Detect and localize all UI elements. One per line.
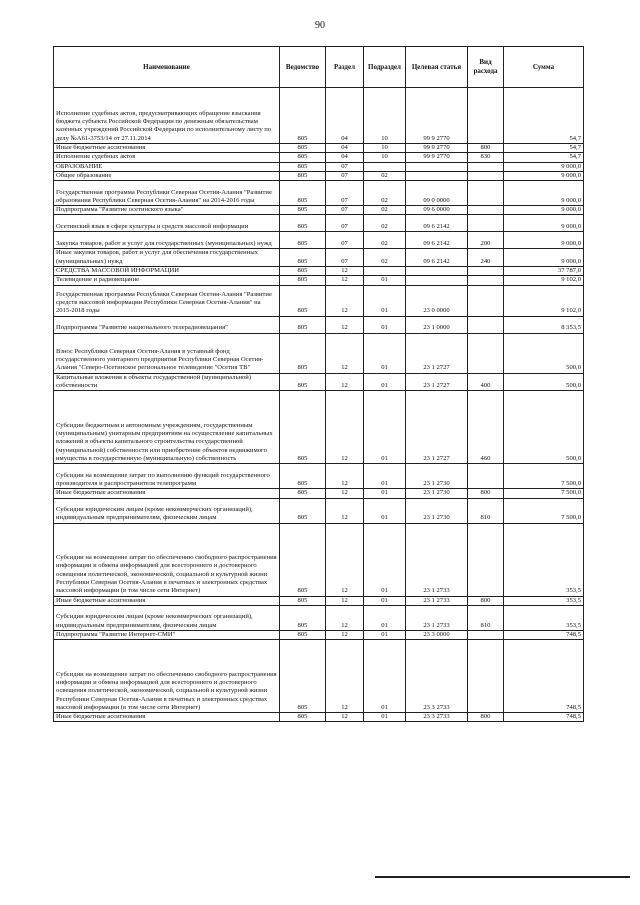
row-summa: 8 353,5 [504, 316, 584, 333]
table-row [54, 267, 584, 276]
row-ved: 805 [280, 285, 326, 316]
row-podrazdel: 01 [364, 596, 406, 605]
row-vid: 200 [468, 232, 504, 249]
row-name: Телевидение и радиовещание [54, 276, 280, 285]
row-podrazdel: 01 [364, 276, 406, 285]
row-razdel: 12 [326, 373, 364, 391]
row-podrazdel: 10 [364, 88, 406, 144]
row-podrazdel: 01 [364, 630, 406, 639]
row-name: Субсидии на возмещение затрат по выполнению функций государственного производителя и распространителя телепрограмм [54, 464, 280, 489]
row-summa: 500,0 [504, 333, 584, 373]
row-summa: 500,0 [504, 373, 584, 391]
row-celevaya: 09 0 0000 [406, 181, 468, 206]
row-podrazdel: 10 [364, 144, 406, 153]
row-celevaya: 23 3 2733 [406, 713, 468, 722]
row-vid [468, 181, 504, 206]
row-celevaya: 23 0 0000 [406, 285, 468, 316]
table-row [54, 88, 584, 144]
row-summa: 9 000,0 [504, 249, 584, 267]
row-razdel: 07 [326, 206, 364, 215]
row-summa: 9 000,0 [504, 232, 584, 249]
row-ved: 805 [280, 88, 326, 144]
row-celevaya [406, 276, 468, 285]
table-row [54, 249, 584, 267]
table-row [54, 630, 584, 639]
table-row [54, 181, 584, 206]
row-celevaya [406, 171, 468, 180]
row-ved: 805 [280, 276, 326, 285]
row-vid [468, 215, 504, 232]
row-celevaya: 23 1 2727 [406, 373, 468, 391]
row-name: Субсидии юридическим лицам (кроме некоммерческих организаций), индивидуальным предпринимателям, физическим лицам [54, 605, 280, 630]
row-name: Иные закупки товаров, работ и услуг для обеспечения государственных (муниципальных) нужд [54, 249, 280, 267]
row-razdel: 12 [326, 630, 364, 639]
row-name: Подпрограмма "Развитие национального телерадиовещания" [54, 316, 280, 333]
row-vid: 810 [468, 605, 504, 630]
table-row [54, 498, 584, 523]
row-ved: 805 [280, 596, 326, 605]
row-razdel: 12 [326, 464, 364, 489]
row-celevaya: 23 1 2730 [406, 464, 468, 489]
row-razdel: 07 [326, 162, 364, 171]
row-celevaya: 09 6 2142 [406, 215, 468, 232]
row-name: СРЕДСТВА МАССОВОЙ ИНФОРМАЦИИ [54, 267, 280, 276]
header-podrazdel: Подраздел [364, 47, 406, 88]
row-celevaya: 23 1 2733 [406, 605, 468, 630]
row-podrazdel: 01 [364, 316, 406, 333]
row-ved: 805 [280, 162, 326, 171]
row-podrazdel [364, 162, 406, 171]
budget-table [53, 46, 584, 722]
row-summa: 9 000,0 [504, 162, 584, 171]
row-name: Подпрограмма "Развитие осетинского языка" [54, 206, 280, 215]
table-row [54, 464, 584, 489]
row-name: Субсидии на возмещение затрат по обеспечению свободного распространения информации и обмена информацией для всестороннего и достоверного освещения политической, экономической, социальной и культурной жизни Республики Северная Осетия-Алания в печатных и электронных средствах массовой информации (в том числе сети Интернет) [54, 640, 280, 713]
row-ved: 805 [280, 605, 326, 630]
row-vid [468, 640, 504, 713]
row-name: Государственная программа Республики Северная Осетия-Алания "Развитие средств массовой информации Республики Северная Осетия-Алания" на 2015-2018 годы [54, 285, 280, 316]
page-number: 90 [315, 20, 325, 31]
row-name: Капитальные вложения в объекты государственной (муниципальной) собственности [54, 373, 280, 391]
row-ved: 805 [280, 391, 326, 464]
row-ved: 805 [280, 498, 326, 523]
table-row [54, 171, 584, 180]
row-summa: 7 500,0 [504, 489, 584, 498]
row-podrazdel: 01 [364, 640, 406, 713]
row-podrazdel: 01 [364, 333, 406, 373]
row-celevaya: 09 6 2142 [406, 232, 468, 249]
row-celevaya [406, 267, 468, 276]
header-name: Наименование [54, 47, 280, 88]
row-razdel: 12 [326, 498, 364, 523]
table-row [54, 144, 584, 153]
row-podrazdel: 02 [364, 232, 406, 249]
table-row [54, 285, 584, 316]
row-celevaya: 23 1 2730 [406, 489, 468, 498]
bottom-rule [375, 876, 630, 878]
row-name: Субсидии юридическим лицам (кроме некоммерческих организаций), индивидуальным предпринимателям, физическим лицам [54, 498, 280, 523]
row-razdel: 12 [326, 276, 364, 285]
table-row [54, 605, 584, 630]
row-vid [468, 523, 504, 596]
table-row [54, 373, 584, 391]
row-name: ОБРАЗОВАНИЕ [54, 162, 280, 171]
row-vid [468, 88, 504, 144]
row-celevaya: 23 1 2733 [406, 596, 468, 605]
row-podrazdel: 01 [364, 489, 406, 498]
row-summa: 7 500,0 [504, 464, 584, 489]
row-celevaya: 09 6 2142 [406, 249, 468, 267]
row-summa: 748,5 [504, 713, 584, 722]
row-summa: 9 102,0 [504, 285, 584, 316]
row-vid: 400 [468, 373, 504, 391]
row-name: Общее образование [54, 171, 280, 180]
row-name: Иные бюджетные ассигнования [54, 596, 280, 605]
table-row [54, 316, 584, 333]
row-celevaya: 23 1 2727 [406, 333, 468, 373]
row-podrazdel: 02 [364, 171, 406, 180]
row-ved: 805 [280, 181, 326, 206]
row-celevaya: 23 1 2733 [406, 523, 468, 596]
row-ved: 805 [280, 523, 326, 596]
row-razdel: 12 [326, 267, 364, 276]
row-podrazdel: 01 [364, 713, 406, 722]
row-podrazdel: 01 [364, 605, 406, 630]
row-ved: 805 [280, 215, 326, 232]
row-vid: 810 [468, 498, 504, 523]
table-row [54, 153, 584, 162]
row-name: Субсидии бюджетным и автономным учреждениям, государственным (муниципальным) унитарным предприятиям на осуществление капитальных вложений в объекты капитального строительства государственной (муниципальной) собственности или приобретение объектов недвижимого имущества в государственную (муниципальную) собственность [54, 391, 280, 464]
row-razdel: 12 [326, 333, 364, 373]
row-vid: 830 [468, 153, 504, 162]
row-summa: 353,5 [504, 605, 584, 630]
row-ved: 805 [280, 333, 326, 373]
row-summa: 9 000,0 [504, 206, 584, 215]
row-celevaya: 23 1 2727 [406, 391, 468, 464]
row-summa: 9 000,0 [504, 215, 584, 232]
row-ved: 805 [280, 713, 326, 722]
row-ved: 805 [280, 267, 326, 276]
row-name: Исполнение судебных актов, предусматривающих обращение взыскания бюджета субъекта Российской Федерации по денежным обязательствам казенных учреждений Российской Федерации по исполнительному листу по делу №А61-3753/14 от 27.11.2014 [54, 88, 280, 144]
row-name: Закупка товаров, работ и услуг для государственных (муниципальных) нужд [54, 232, 280, 249]
row-celevaya: 99 9 2770 [406, 153, 468, 162]
row-razdel: 12 [326, 391, 364, 464]
row-podrazdel: 01 [364, 523, 406, 596]
table-header-row [54, 47, 584, 88]
table-row [54, 596, 584, 605]
table-row [54, 489, 584, 498]
row-podrazdel: 01 [364, 498, 406, 523]
row-name: Государственная программа Республики Северная Осетия-Алания "Развитие образования Республики Северная Осетия-Алания" на 2014-2016 годы [54, 181, 280, 206]
table-row [54, 232, 584, 249]
table-row [54, 640, 584, 713]
row-ved: 805 [280, 144, 326, 153]
row-podrazdel: 01 [364, 391, 406, 464]
table-row [54, 391, 584, 464]
row-celevaya: 09 6 0000 [406, 206, 468, 215]
row-razdel: 12 [326, 285, 364, 316]
row-vid [468, 162, 504, 171]
row-ved: 805 [280, 640, 326, 713]
row-name: Подпрограмма "Развитие Интернет-СМИ" [54, 630, 280, 639]
row-razdel: 07 [326, 232, 364, 249]
row-summa: 748,5 [504, 630, 584, 639]
row-podrazdel: 02 [364, 215, 406, 232]
header-vid: Вид расхода [468, 47, 504, 88]
row-summa: 37 787,0 [504, 267, 584, 276]
row-name: Исполнение судебных актов [54, 153, 280, 162]
row-ved: 805 [280, 153, 326, 162]
row-celevaya [406, 162, 468, 171]
row-summa: 9 000,0 [504, 181, 584, 206]
row-celevaya: 99 9 2770 [406, 88, 468, 144]
row-celevaya: 23 3 0000 [406, 630, 468, 639]
row-celevaya: 23 1 0000 [406, 316, 468, 333]
row-name: Иные бюджетные ассигнования [54, 144, 280, 153]
row-vid [468, 267, 504, 276]
row-name: Субсидии на возмещение затрат по обеспечению свободного распространения информации и обмена информацией для всестороннего и достоверного освещения политической, экономической, социальной и культурной жизни Республики Северная Осетия-Алания в печатных и электронных средствах массовой информации (в том числе сети Интернет) [54, 523, 280, 596]
row-celevaya: 23 3 2733 [406, 640, 468, 713]
row-summa: 500,0 [504, 391, 584, 464]
row-vid: 460 [468, 391, 504, 464]
row-name: Взнос Республики Северная Осетия-Алания в уставный фонд государственного унитарного предприятия Республики Северная Осетия-Алания "Северо-Осетинское региональное телевидение "Осетия ТВ" [54, 333, 280, 373]
row-podrazdel: 01 [364, 373, 406, 391]
table-row [54, 333, 584, 373]
table-row [54, 215, 584, 232]
row-vid [468, 276, 504, 285]
table-row [54, 162, 584, 171]
row-vid: 240 [468, 249, 504, 267]
row-vid: 800 [468, 489, 504, 498]
row-razdel: 12 [326, 316, 364, 333]
row-vid [468, 285, 504, 316]
row-name: Иные бюджетные ассигнования [54, 489, 280, 498]
row-vid: 800 [468, 144, 504, 153]
row-vid [468, 464, 504, 489]
row-celevaya: 23 1 2730 [406, 498, 468, 523]
table-row [54, 523, 584, 596]
row-ved: 805 [280, 373, 326, 391]
table-row [54, 206, 584, 215]
row-celevaya: 99 9 2770 [406, 144, 468, 153]
row-summa: 748,5 [504, 640, 584, 713]
row-ved: 805 [280, 232, 326, 249]
row-podrazdel: 01 [364, 285, 406, 316]
row-podrazdel: 02 [364, 249, 406, 267]
row-razdel: 12 [326, 640, 364, 713]
row-podrazdel: 10 [364, 153, 406, 162]
row-vid: 800 [468, 596, 504, 605]
row-vid: 800 [468, 713, 504, 722]
row-summa: 7 500,0 [504, 498, 584, 523]
row-summa: 54,7 [504, 153, 584, 162]
row-name: Иные бюджетные ассигнования [54, 713, 280, 722]
header-ved: Ведомство [280, 47, 326, 88]
row-ved: 805 [280, 316, 326, 333]
row-vid [468, 630, 504, 639]
row-podrazdel [364, 267, 406, 276]
row-razdel: 07 [326, 181, 364, 206]
row-ved: 805 [280, 489, 326, 498]
row-podrazdel: 02 [364, 206, 406, 215]
row-razdel: 07 [326, 171, 364, 180]
row-vid [468, 171, 504, 180]
row-vid [468, 333, 504, 373]
row-name: Осетинский язык в сфере культуры и средств массовой информации [54, 215, 280, 232]
row-summa: 54,7 [504, 144, 584, 153]
row-vid [468, 206, 504, 215]
header-celevaya: Целевая статья [406, 47, 468, 88]
row-podrazdel: 02 [364, 181, 406, 206]
row-razdel: 04 [326, 88, 364, 144]
row-razdel: 07 [326, 215, 364, 232]
header-summa: Сумма [504, 47, 584, 88]
table-row [54, 276, 584, 285]
row-summa: 353,5 [504, 596, 584, 605]
row-razdel: 12 [326, 713, 364, 722]
row-razdel: 12 [326, 523, 364, 596]
row-razdel: 12 [326, 596, 364, 605]
row-razdel: 07 [326, 249, 364, 267]
row-razdel: 04 [326, 144, 364, 153]
row-razdel: 12 [326, 489, 364, 498]
row-ved: 805 [280, 464, 326, 489]
row-summa: 54,7 [504, 88, 584, 144]
row-ved: 805 [280, 206, 326, 215]
row-summa: 353,5 [504, 523, 584, 596]
row-summa: 9 000,0 [504, 171, 584, 180]
row-razdel: 12 [326, 605, 364, 630]
header-razdel: Раздел [326, 47, 364, 88]
row-podrazdel: 01 [364, 464, 406, 489]
row-vid [468, 316, 504, 333]
row-razdel: 04 [326, 153, 364, 162]
row-ved: 805 [280, 171, 326, 180]
table-row [54, 713, 584, 722]
row-ved: 805 [280, 630, 326, 639]
row-summa: 9 102,0 [504, 276, 584, 285]
row-ved: 805 [280, 249, 326, 267]
